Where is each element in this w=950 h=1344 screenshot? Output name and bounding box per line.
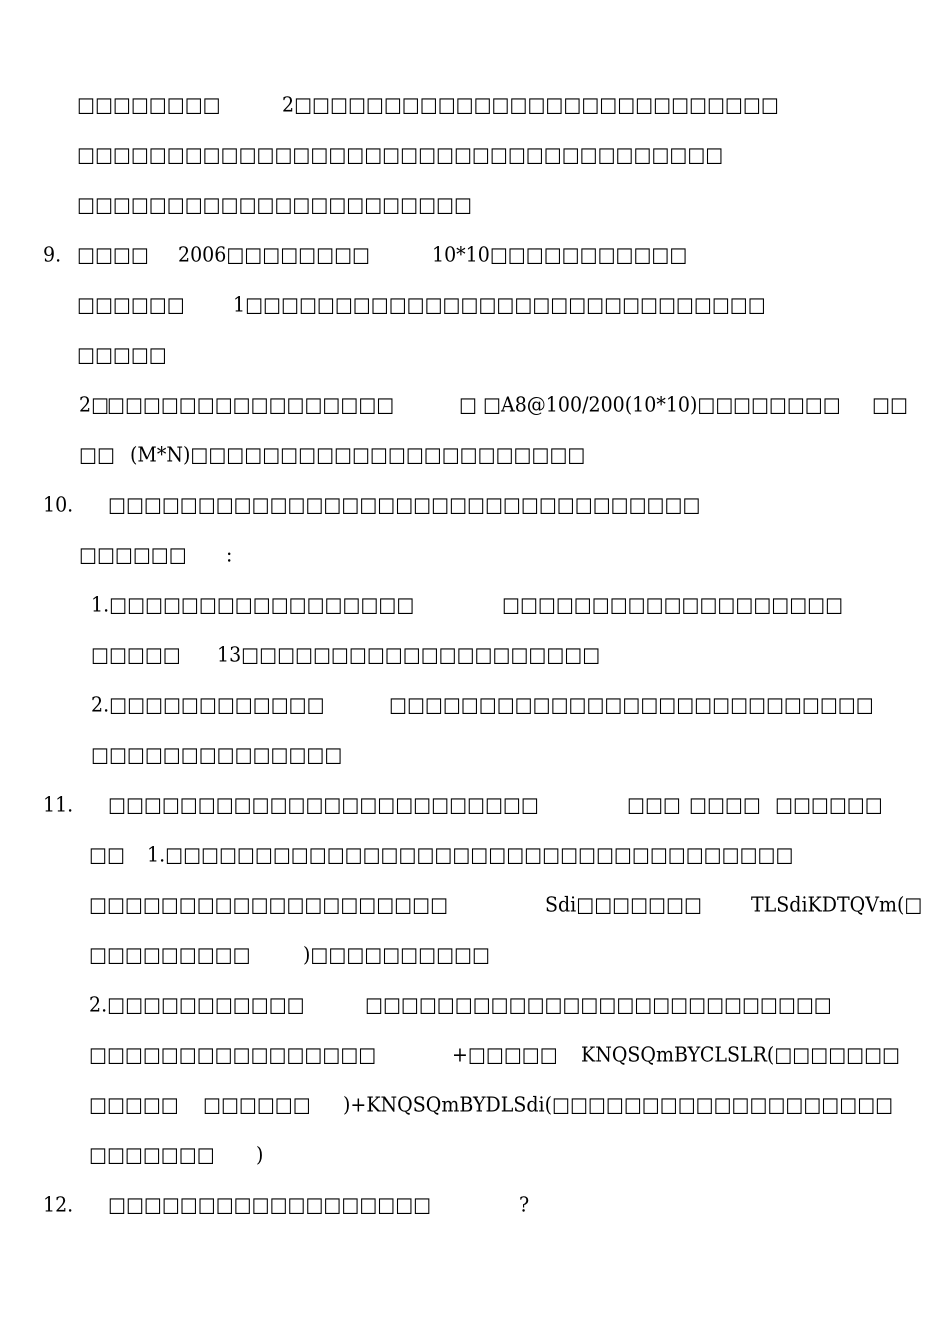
text-segment: 1.□□□□□□□□□□□□□□□□□□□□□□□□□□□□□□□□□□□: [147, 843, 794, 867]
text-segment: □□□□□□□□□□□□□□□□: [89, 1043, 377, 1067]
text-segment: )+KNQSQmBYDLSdi(□□□□□□□□□□□□□□□□□□□: [343, 1093, 894, 1117]
text-segment: □ □: [459, 393, 501, 417]
text-segment: □□□□□□□□□□□□□□□□□□□□□□□□□□□: [389, 693, 874, 717]
text-segment: 2.□□□□□□□□□□□: [89, 993, 305, 1017]
text-segment: □□□□□□□□□□□□□□: [91, 743, 343, 767]
text-segment: Sdi□□□□□□□: [545, 893, 702, 917]
text-segment: □□□□: [77, 243, 149, 267]
text-segment: □□□□□□□□□□□□□□□□□□□□□□: [77, 193, 472, 217]
text-segment: ?: [519, 1193, 530, 1217]
text-segment: □□□□□□□□□□□□□□□□□□□□□□□□□□□□□□□□□□□□: [77, 143, 724, 167]
item-number: 12.: [43, 1193, 74, 1217]
item-number: 10.: [43, 493, 74, 517]
text-segment: A8@100/200(10*10)□□: [501, 393, 734, 417]
text-segment: □□□□□□□□□□□□□□□□□□: [108, 1193, 432, 1217]
text-segment: 2006□□□□□□□□: [178, 243, 370, 267]
text-segment: 2□□□□□□□□□□□□□□□□□□□□□□□□□□□: [282, 93, 779, 117]
text-segment: KNQSQmBYCLSLR(□□□□□□□: [581, 1043, 901, 1067]
text-segment: □□□□□□□□□□□□□□□□□□□□: [89, 893, 449, 917]
item-number: 9.: [43, 243, 62, 267]
text-segment: □□□□□□: [203, 1093, 311, 1117]
text-segment: TLSdiKDTQVm(□: [751, 893, 923, 917]
text-segment: □□□: [627, 793, 681, 817]
text-segment: 2□: [79, 393, 110, 417]
text-segment: □□□□: [689, 793, 761, 817]
text-segment: □□: [79, 443, 115, 467]
text-segment: □□□□□□□□□□□□□□□□□□□□□□□□□□: [365, 993, 832, 1017]
text-segment: □□□□□: [89, 1093, 179, 1117]
text-segment: □□□□□□□□□□□□□□□□□□□□□□□□□□□□□□□□□: [108, 493, 701, 517]
text-segment: :: [226, 543, 233, 567]
text-segment: 10*10□□□□□□□□□□□: [432, 243, 688, 267]
text-segment: □□□□□□□: [89, 1143, 215, 1167]
text-segment: □□□□□□: [733, 393, 841, 417]
text-segment: □□□□□□: [77, 293, 185, 317]
text-segment: □□□□□: [91, 643, 181, 667]
text-segment: )□□□□□□□□□□: [303, 943, 490, 967]
text-segment: □□□□□□□□: [77, 93, 221, 117]
text-segment: □□□□□□□□□: [89, 943, 251, 967]
text-segment: (M*N)□□□□□□□□□□□□□□□□□□□□□□: [130, 443, 586, 467]
item-number: 11.: [43, 793, 74, 817]
text-segment: □□□□□: [77, 343, 167, 367]
text-segment: □□: [89, 843, 125, 867]
text-segment: □□□□□□□□□□□□□□□□□□□□□□□□: [108, 793, 539, 817]
text-segment: □□□□□□□□□□□□□□□□□□□: [502, 593, 844, 617]
text-segment: □□□□□□: [775, 793, 883, 817]
text-segment: 1.□□□□□□□□□□□□□□□□□: [91, 593, 415, 617]
text-segment: □□: [872, 393, 908, 417]
text-segment: 1□□□□□□□□□□□□□□□□□□□□□□□□□□□□□: [233, 293, 766, 317]
text-segment: 2.□□□□□□□□□□□□: [91, 693, 325, 717]
text-segment: ): [256, 1143, 264, 1167]
text-segment: +□□□□□: [452, 1043, 558, 1067]
text-segment: 13□□□□□□□□□□□□□□□□□□□□: [217, 643, 601, 667]
text-segment: □□□□□□: [79, 543, 187, 567]
text-segment: □□□□□□□□□□□□□□□□: [107, 393, 395, 417]
